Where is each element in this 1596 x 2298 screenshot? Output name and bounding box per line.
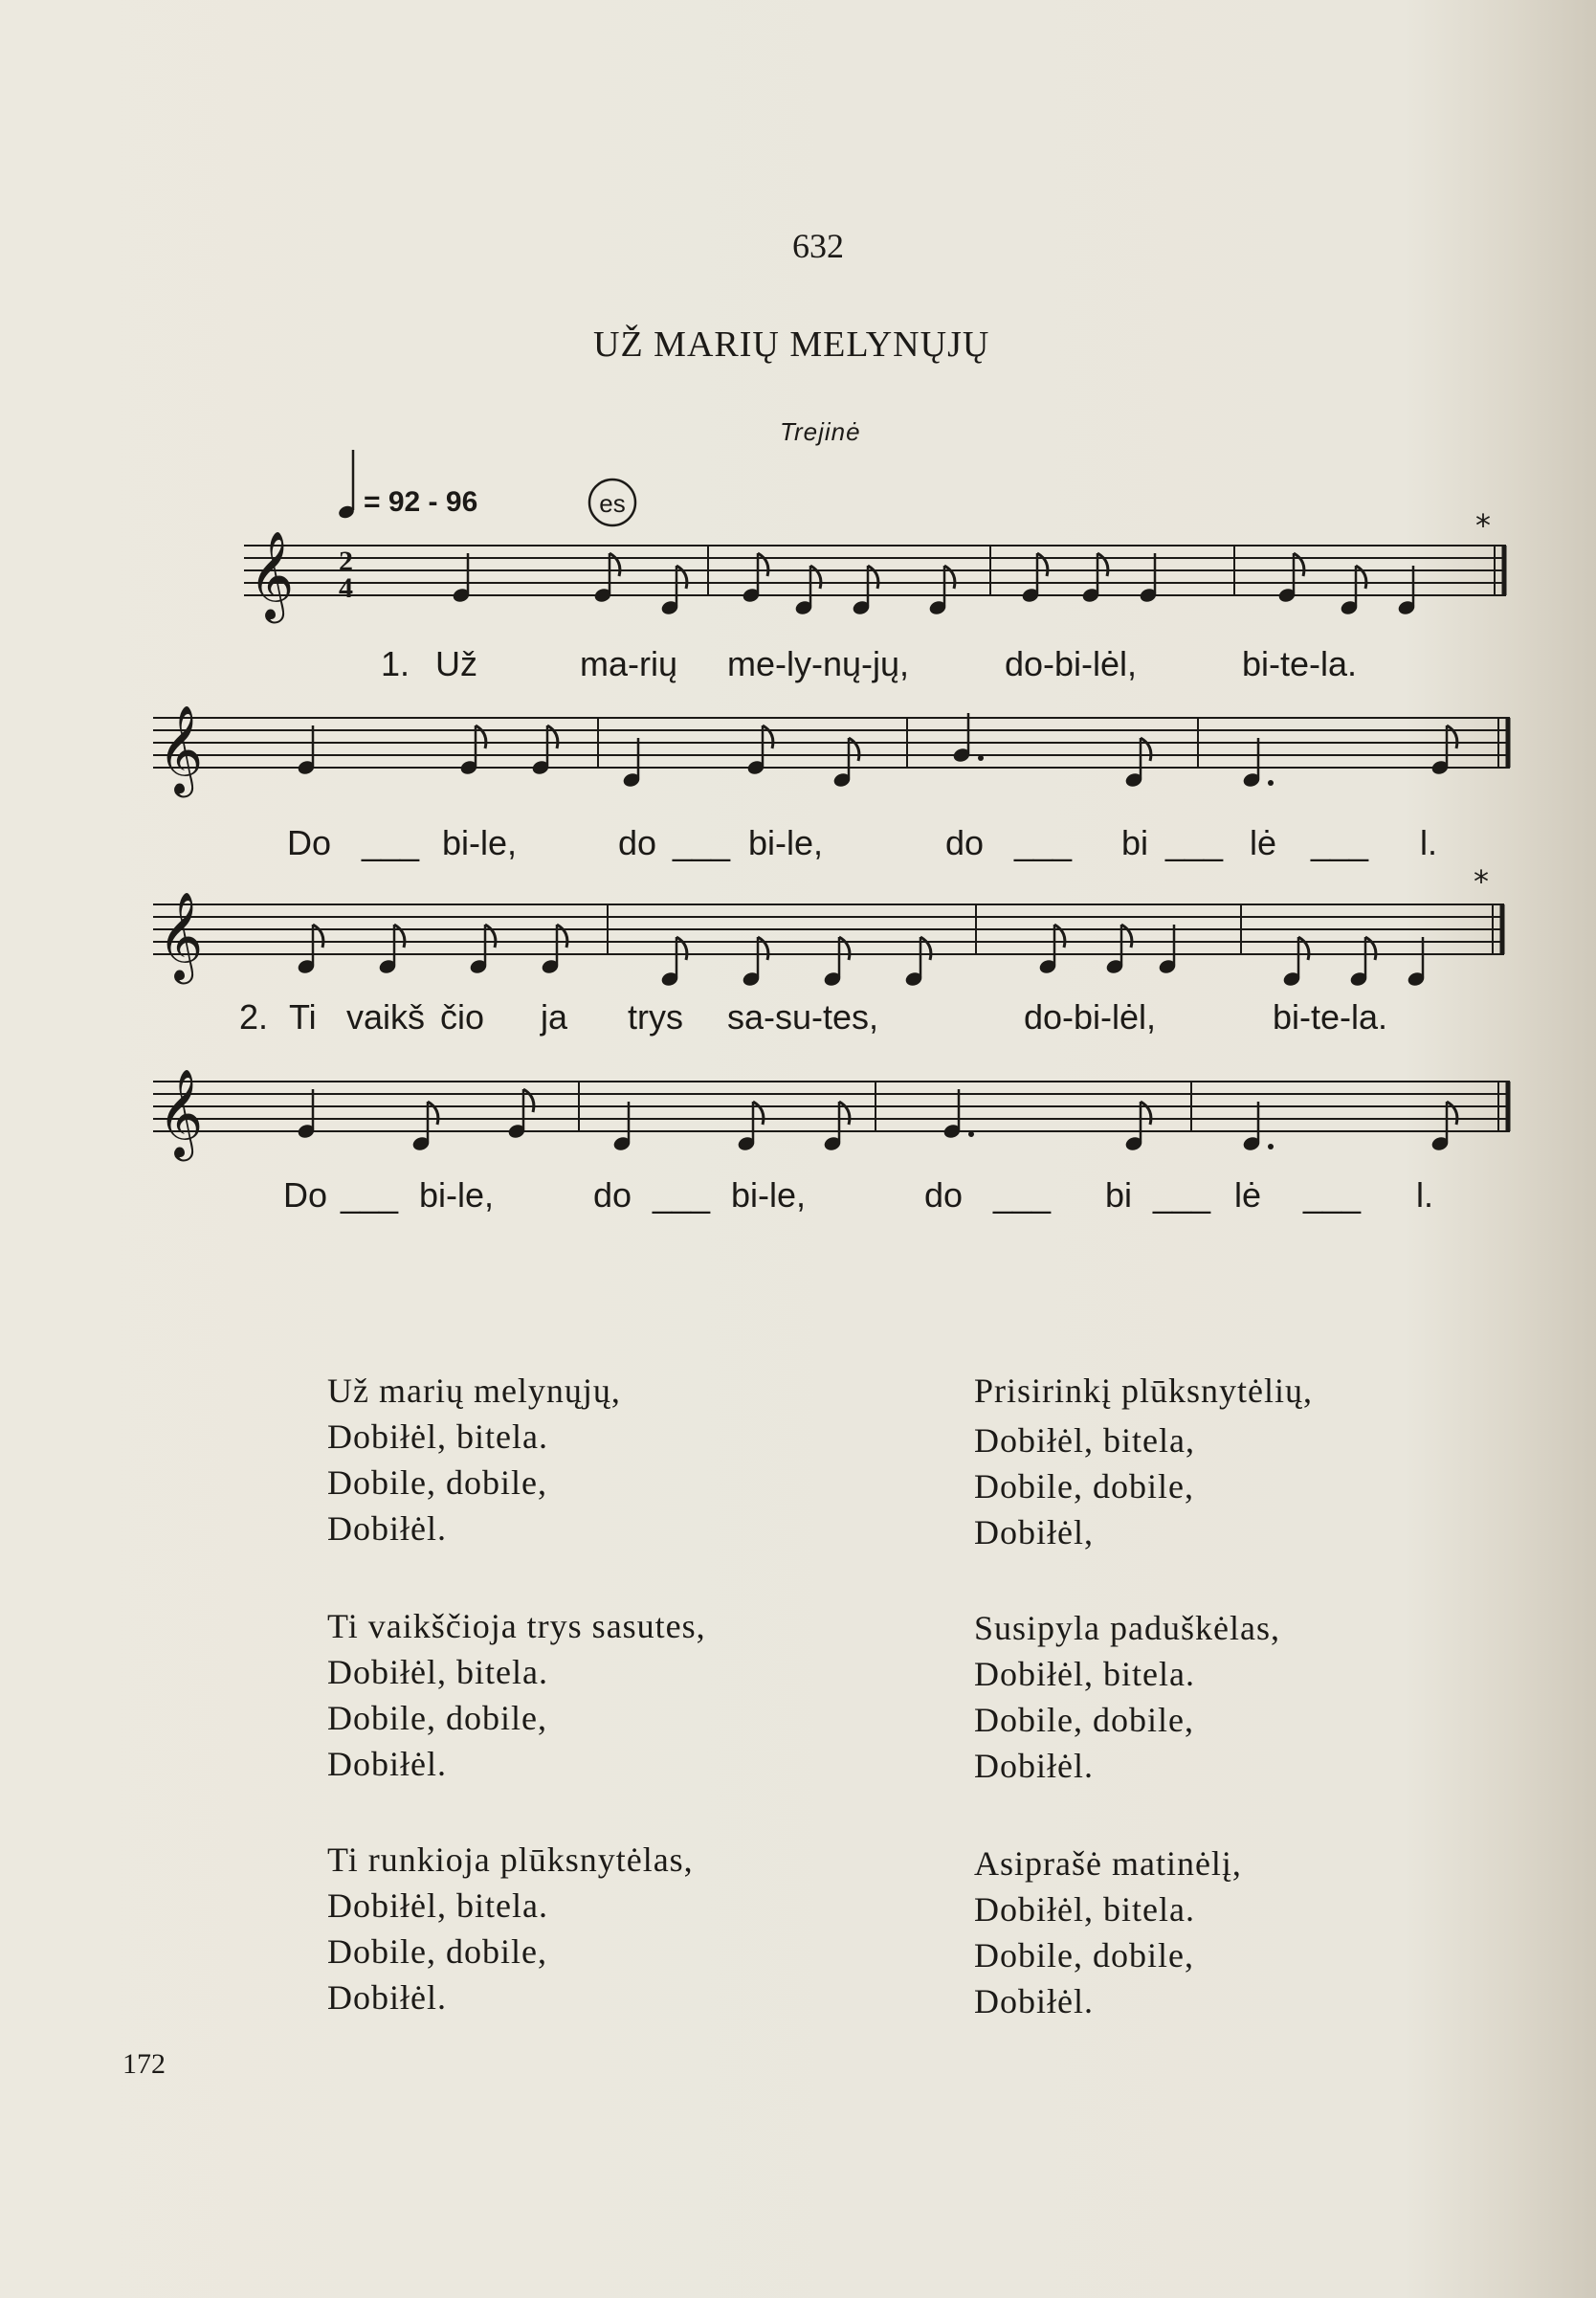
stanza-6-line-2: Dobiłėl, bitela. bbox=[974, 1890, 1195, 1929]
stanza-5-line-3: Dobile, dobile, bbox=[327, 1932, 547, 1971]
lyric-3-6: sa-su-tes, bbox=[727, 997, 879, 1037]
lyric-3-0: 2. bbox=[239, 997, 269, 1037]
staff-4-notes bbox=[297, 1089, 1456, 1151]
stanza-1-line-2: Dobiłėl, bitela. bbox=[327, 1417, 548, 1456]
lyric-2-4: ___ bbox=[673, 823, 731, 862]
asterisk-1: * bbox=[1475, 507, 1491, 544]
stanza-4-line-3: Dobile, dobile, bbox=[974, 1701, 1194, 1739]
lyric-2-8: bi bbox=[1121, 823, 1149, 862]
lyric-4-2: bi-le, bbox=[419, 1175, 495, 1215]
mode-marking-text: es bbox=[599, 489, 626, 518]
stanza-5-line-2: Dobiłėl, bitela. bbox=[327, 1886, 548, 1925]
stanza-5-line-4: Dobiłėl. bbox=[327, 1978, 447, 2017]
stanza-6-line-4: Dobiłėl. bbox=[974, 1982, 1094, 2020]
tempo-note-icon bbox=[337, 450, 355, 520]
lyric-3-5: trys bbox=[628, 997, 683, 1037]
lyric-4-12: l. bbox=[1416, 1175, 1433, 1215]
lyric-2-9: ___ bbox=[1165, 823, 1224, 862]
lyric-2-12: l. bbox=[1420, 823, 1437, 862]
staff-2 bbox=[153, 718, 1510, 768]
treble-clef-icon-4: 𝄞 bbox=[158, 1068, 204, 1157]
treble-clef-icon-3: 𝄞 bbox=[158, 891, 204, 980]
staff-2-notes bbox=[297, 713, 1456, 788]
lyric-2-10: lė bbox=[1250, 823, 1277, 862]
lyric-3-2: vaikš bbox=[346, 997, 426, 1037]
lyric-4-5: bi-le, bbox=[731, 1175, 807, 1215]
staff-1-notes bbox=[452, 553, 1415, 615]
lyric-1-1: Už bbox=[435, 644, 477, 683]
stanza-3-line-4: Dobiłėl. bbox=[327, 1745, 447, 1783]
stanza-4-line-1: Susipyla paduškėlas, bbox=[974, 1609, 1280, 1647]
stanza-4-line-4: Dobiłėl. bbox=[974, 1747, 1094, 1785]
song-title: UŽ MARIŲ MELYNŲJŲ bbox=[593, 324, 990, 365]
lyric-3-8: bi-te-la. bbox=[1273, 997, 1388, 1037]
lyric-4-0: Do bbox=[283, 1175, 328, 1215]
lyric-3-7: do-bi-lėl, bbox=[1024, 997, 1157, 1037]
stanza-5-line-1: Ti runkioja plūksnytėlas, bbox=[327, 1841, 694, 1879]
lyric-2-1: ___ bbox=[362, 823, 420, 862]
page-number: 172 bbox=[122, 2048, 166, 2080]
stanza-3-line-1: Ti vaikščioja trys sasutes, bbox=[327, 1607, 706, 1645]
lyric-4-9: ___ bbox=[1153, 1175, 1211, 1215]
lyric-1-4: do-bi-lėl, bbox=[1005, 644, 1138, 683]
staff-3 bbox=[153, 904, 1504, 954]
stanza-2-line-3: Dobile, dobile, bbox=[974, 1467, 1194, 1506]
lyric-1-5: bi-te-la. bbox=[1242, 644, 1358, 683]
staff-4 bbox=[153, 1082, 1510, 1131]
lyric-4-7: ___ bbox=[993, 1175, 1052, 1215]
stanza-1-line-3: Dobile, dobile, bbox=[327, 1463, 547, 1502]
lyric-3-4: ja bbox=[541, 997, 568, 1037]
lyric-2-2: bi-le, bbox=[442, 823, 518, 862]
lyric-2-5: bi-le, bbox=[748, 823, 824, 862]
stanza-4-line-2: Dobiłėl, bitela. bbox=[974, 1655, 1195, 1693]
lyric-4-3: do bbox=[593, 1175, 632, 1215]
stanza-3-line-3: Dobile, dobile, bbox=[327, 1699, 547, 1737]
lyric-2-11: ___ bbox=[1311, 823, 1369, 862]
time-signature-bottom: 4 bbox=[339, 572, 353, 604]
tempo-text: = 92 - 96 bbox=[364, 486, 478, 518]
lyric-4-6: do bbox=[924, 1175, 964, 1215]
treble-clef-icon-1: 𝄞 bbox=[249, 530, 295, 619]
song-subtitle: Trejinė bbox=[780, 417, 861, 446]
stanza-6-line-3: Dobile, dobile, bbox=[974, 1936, 1194, 1974]
stanza-1-line-1: Už marių melynųjų, bbox=[327, 1372, 621, 1410]
stanza-2-line-4: Dobiłėl, bbox=[974, 1513, 1094, 1551]
lyric-2-7: ___ bbox=[1014, 823, 1073, 862]
treble-clef-icon-2: 𝄞 bbox=[158, 704, 204, 793]
lyric-4-1: ___ bbox=[341, 1175, 399, 1215]
stanza-3-line-2: Dobiłėl, bitela. bbox=[327, 1653, 548, 1691]
mode-marking-circle bbox=[589, 480, 635, 525]
lyric-4-8: bi bbox=[1105, 1175, 1133, 1215]
lyric-1-2: ma-rių bbox=[580, 644, 678, 683]
lyric-2-6: do bbox=[945, 823, 985, 862]
song-number: 632 bbox=[792, 227, 844, 265]
lyric-2-0: Do bbox=[287, 823, 332, 862]
staff-3-notes bbox=[297, 925, 1425, 987]
stanza-2-line-1: Prisirinkį plūksnytėlių, bbox=[974, 1372, 1314, 1410]
lyric-3-3: čio bbox=[440, 997, 485, 1037]
asterisk-2: * bbox=[1474, 863, 1489, 900]
lyric-4-10: lė bbox=[1234, 1175, 1262, 1215]
stanza-6-line-1: Asiprašė matinėlį, bbox=[974, 1844, 1242, 1883]
stanza-2-line-2: Dobiłėl, bitela, bbox=[974, 1421, 1195, 1460]
lyric-4-4: ___ bbox=[653, 1175, 711, 1215]
lyric-1-0: 1. bbox=[381, 644, 410, 683]
stanza-1-line-4: Dobiłėl. bbox=[327, 1509, 447, 1548]
lyric-4-11: ___ bbox=[1303, 1175, 1362, 1215]
lyric-2-3: do bbox=[618, 823, 657, 862]
lyric-3-1: Ti bbox=[289, 997, 317, 1037]
lyric-1-3: me-ly-nų-jų, bbox=[727, 644, 910, 683]
time-signature-top: 2 bbox=[339, 546, 353, 577]
